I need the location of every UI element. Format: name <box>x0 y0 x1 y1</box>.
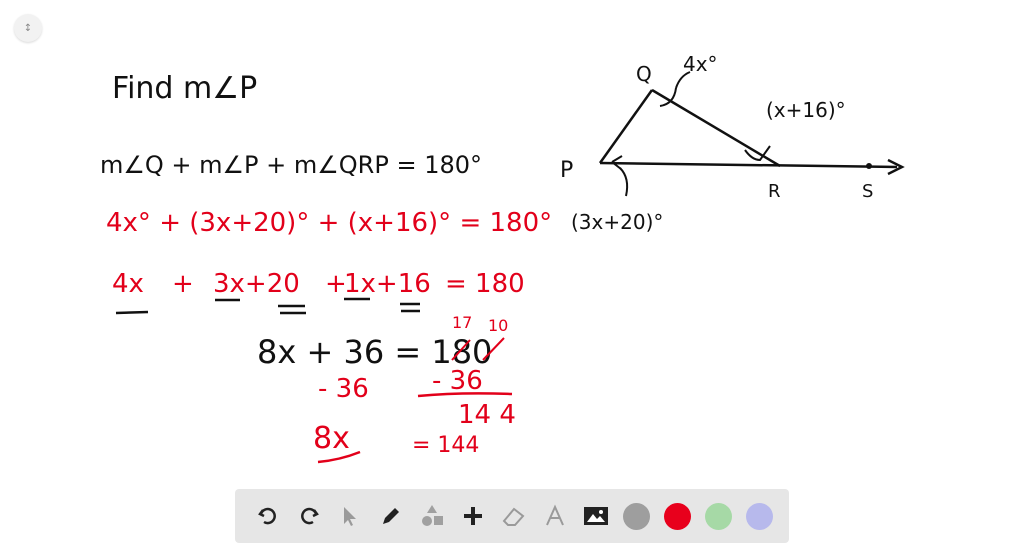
underline-4x <box>116 312 148 313</box>
substituted-equation: 4x° + (3x+20)° + (x+16)° = 180° <box>106 208 553 238</box>
text-tool[interactable] <box>534 496 575 536</box>
angle-r-arc <box>745 146 770 160</box>
combined-lhs: 8x + 36 = <box>257 333 432 371</box>
vertex-q-label: Q <box>636 62 652 86</box>
carry-17: 17 <box>452 313 473 332</box>
color-lavender-swatch[interactable] <box>746 503 773 530</box>
collapse-label: ↕ <box>23 22 33 34</box>
point-s <box>866 163 872 169</box>
segment-qr <box>652 90 780 166</box>
color-red-swatch[interactable] <box>664 503 691 530</box>
shapes-tool[interactable] <box>411 496 452 536</box>
pointer-tool[interactable] <box>329 496 370 536</box>
carry-10: 10 <box>488 316 509 335</box>
angle-p-arc <box>620 168 627 196</box>
double-underline-16 <box>400 304 420 311</box>
angle-q-label: 4x° <box>683 52 718 76</box>
eraser-icon <box>501 504 527 528</box>
angle-q-arc <box>660 72 690 106</box>
image-icon <box>582 504 610 528</box>
plus-sign-2: + <box>325 269 347 299</box>
pointer-icon <box>339 504 361 528</box>
term-4x: 4x <box>112 269 144 299</box>
combined-equation <box>257 333 493 371</box>
subtract-36-left: - 36 <box>318 374 369 404</box>
angle-r-label: (x+16)° <box>766 98 846 122</box>
image-tool[interactable] <box>575 496 616 536</box>
term-1x-16: 1x+16 <box>344 269 431 299</box>
term-3x-20: 3x+20 <box>213 269 300 299</box>
pencil-icon <box>379 504 403 528</box>
ray-arrowhead <box>888 160 902 174</box>
left-arrowhead <box>612 156 622 169</box>
difference-144: 14 4 <box>458 400 516 430</box>
add-tool[interactable] <box>452 496 493 536</box>
redo-icon <box>297 504 321 528</box>
undo-icon <box>256 504 280 528</box>
color-gray-swatch[interactable] <box>623 503 650 530</box>
double-underline-20 <box>278 306 306 313</box>
equals-180: = 180 <box>445 269 525 299</box>
angle-sum-equation: m∠Q + m∠P + m∠QRP = 180° <box>100 151 482 179</box>
problem-title: Find m∠P <box>112 71 258 106</box>
point-s-label: S <box>862 181 874 202</box>
text-icon <box>543 504 567 528</box>
vertex-p-label: P <box>560 158 574 183</box>
plus-icon <box>461 504 485 528</box>
color-green-swatch[interactable] <box>705 503 732 530</box>
result-8x: 8x <box>313 421 350 456</box>
ray-ps <box>600 163 897 167</box>
shapes-icon <box>419 503 445 529</box>
drawing-toolbar <box>235 489 789 543</box>
plus-sign-1: + <box>172 269 194 299</box>
subtract-36-right: - 36 <box>432 366 483 396</box>
redo-button[interactable] <box>288 496 329 536</box>
vertex-r-label: R <box>768 181 781 202</box>
angle-p-label: (3x+20)° <box>571 210 664 234</box>
collapse-button[interactable] <box>14 14 42 42</box>
undo-button[interactable] <box>247 496 288 536</box>
pencil-tool[interactable] <box>370 496 411 536</box>
segment-pq <box>600 90 652 163</box>
combined-rhs: 180 <box>431 333 493 371</box>
eraser-tool[interactable] <box>493 496 534 536</box>
result-equals-144: = 144 <box>412 433 480 458</box>
